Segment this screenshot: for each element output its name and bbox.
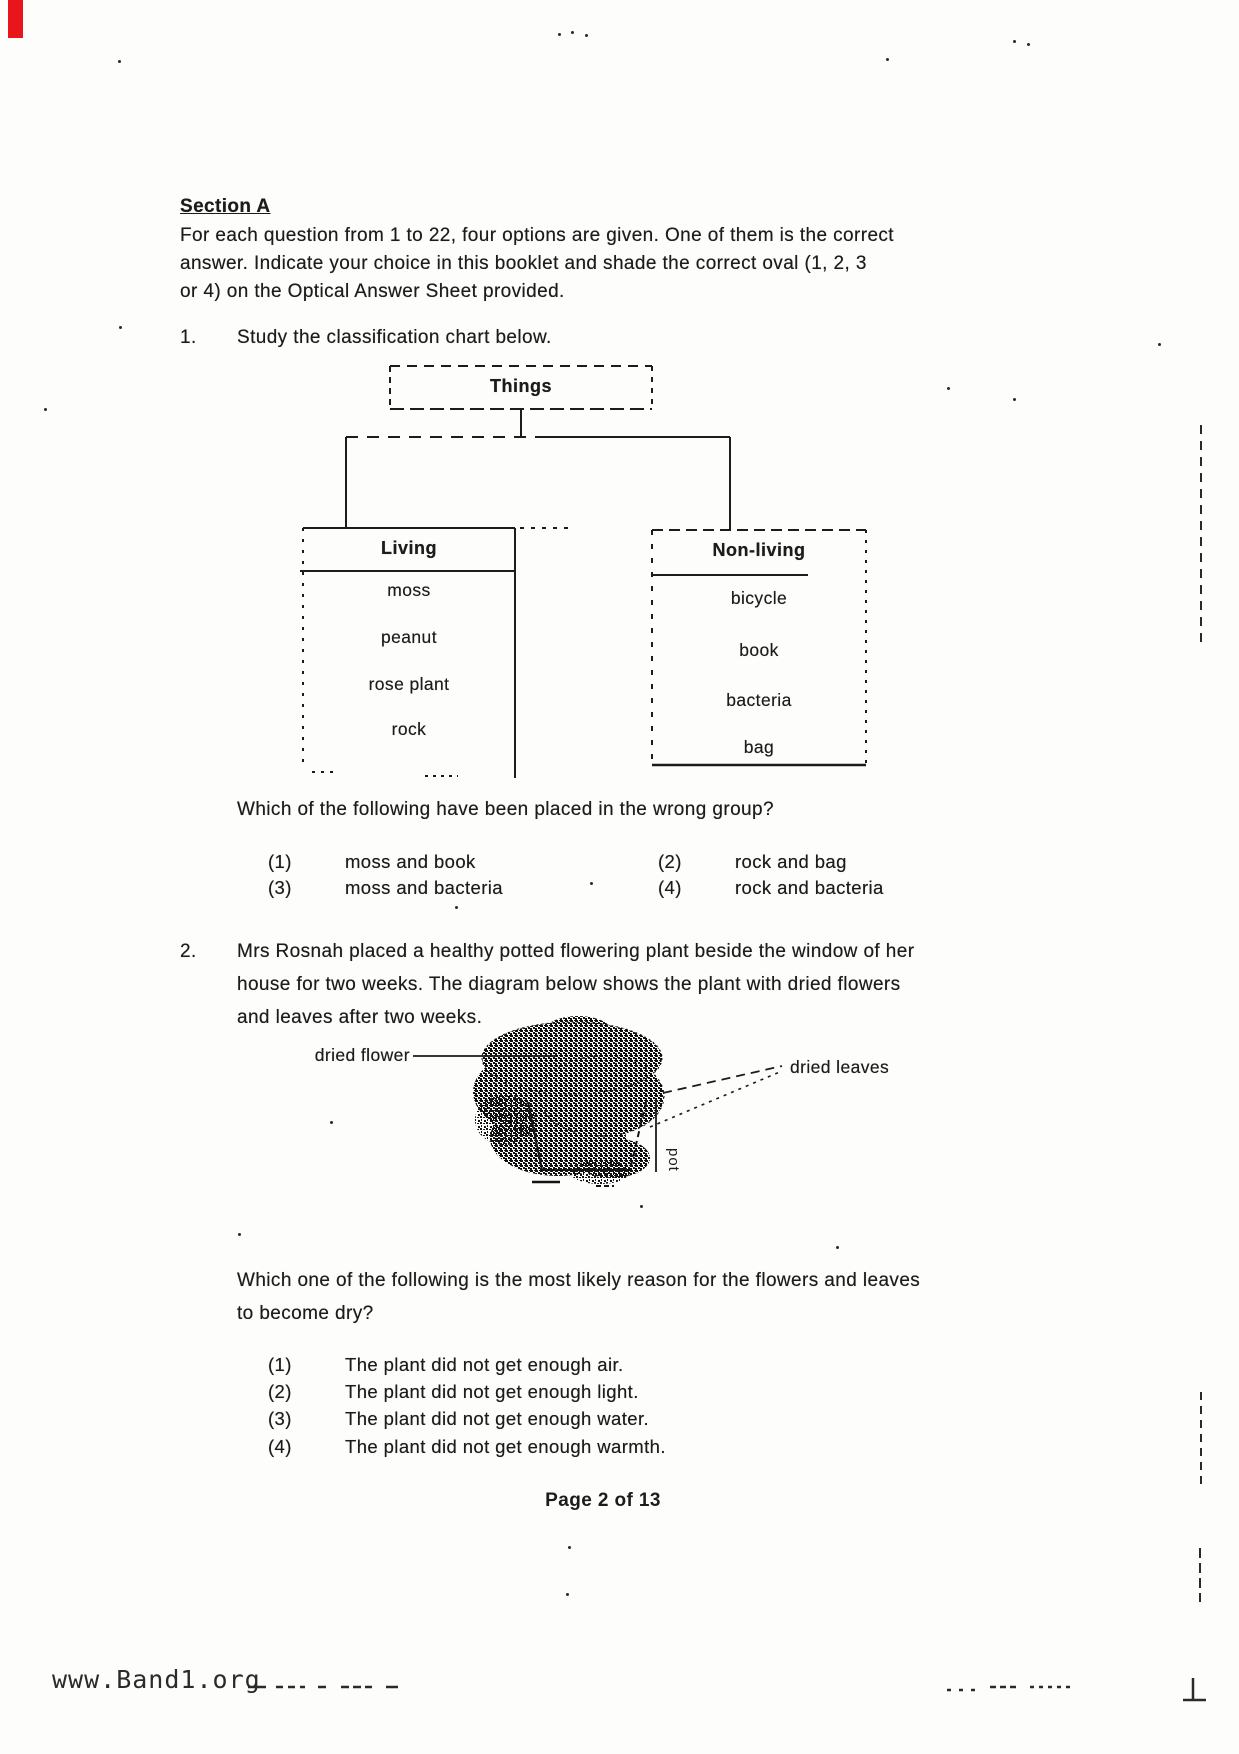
chart-living-item: rose plant bbox=[368, 674, 450, 694]
scan-noise-dot bbox=[1013, 398, 1016, 401]
q2-question-line-2: to become dry? bbox=[237, 1303, 374, 1324]
chart-nonliving-item: bicycle bbox=[730, 588, 788, 608]
chart-living-item: rock bbox=[391, 719, 427, 739]
q2-number: 2. bbox=[180, 941, 197, 962]
q2-option-num: (3) bbox=[268, 1408, 292, 1429]
scan-noise-dot bbox=[44, 408, 47, 411]
chart-nonliving-item: bacteria bbox=[726, 690, 792, 710]
chart-connectors bbox=[346, 409, 730, 530]
diagram-label-pot: pot bbox=[665, 1148, 682, 1172]
section-title: Section A bbox=[180, 196, 271, 217]
scan-noise-dot bbox=[640, 1205, 643, 1208]
q1-prompt: Study the classification chart below. bbox=[237, 327, 552, 348]
q1-option-num: (2) bbox=[658, 851, 682, 872]
page-number-label: Page 2 of 13 bbox=[545, 1490, 661, 1511]
q2-option-text: The plant did not get enough water. bbox=[345, 1408, 650, 1429]
q1-option-text: moss and book bbox=[345, 851, 476, 872]
q1-question: Which of the following have been placed in the wrong group? bbox=[237, 799, 774, 820]
diagram-pointer-lines bbox=[413, 1056, 782, 1172]
q1-option-text: rock and bag bbox=[735, 851, 847, 872]
q1-option-num: (3) bbox=[268, 877, 292, 898]
chart-nonliving-title: Non-living bbox=[712, 540, 806, 560]
q1-option-num: (1) bbox=[268, 851, 292, 872]
q1-option-text: rock and bacteria bbox=[735, 877, 884, 898]
q2-option-num: (1) bbox=[268, 1354, 292, 1375]
q2-option-num: (4) bbox=[268, 1436, 292, 1457]
diagram-label-dried-leaves: dried leaves bbox=[790, 1057, 890, 1077]
scan-noise-dot bbox=[568, 1546, 571, 1549]
scan-noise-dot bbox=[1027, 43, 1030, 46]
q2-prompt-line-1: Mrs Rosnah placed a healthy potted flowering plant beside the window of her bbox=[237, 941, 915, 962]
chart-living-box bbox=[300, 528, 568, 778]
instructions-line-1: For each question from 1 to 22, four options are given. One of them is the correct bbox=[180, 225, 894, 246]
q2-option-text: The plant did not get enough warmth. bbox=[345, 1436, 666, 1457]
q2-prompt-line-2: house for two weeks. The diagram below shows the plant with dried flowers bbox=[237, 974, 901, 995]
scan-noise-dot bbox=[571, 31, 574, 34]
instructions-line-3: or 4) on the Optical Answer Sheet provided. bbox=[180, 281, 565, 302]
scan-noise-dot bbox=[585, 34, 588, 37]
chart-living-item: moss bbox=[387, 580, 431, 600]
q2-option-text: The plant did not get enough air. bbox=[345, 1354, 624, 1375]
scan-noise-dot bbox=[330, 1121, 333, 1124]
scan-noise-dot bbox=[455, 906, 458, 909]
scan-noise-dot bbox=[836, 1246, 839, 1249]
scan-noise-dot bbox=[119, 326, 122, 329]
chart-living-item: peanut bbox=[381, 627, 437, 647]
scan-noise-dot bbox=[566, 1593, 569, 1596]
instructions-line-2: answer. Indicate your choice in this booklet and shade the correct oval (1, 2, 3 bbox=[180, 253, 867, 274]
q2-prompt-line-3: and leaves after two weeks. bbox=[237, 1007, 483, 1028]
scan-noise-dot bbox=[238, 1233, 241, 1236]
scan-noise-dot bbox=[590, 882, 593, 885]
footer-website: www.Band1.org bbox=[52, 1665, 261, 1694]
plant-illustration bbox=[473, 1016, 664, 1186]
scan-noise-dot bbox=[558, 33, 561, 36]
scan-noise-dot bbox=[1158, 343, 1161, 346]
scan-noise-dot bbox=[886, 58, 889, 61]
chart-root-label: Things bbox=[490, 376, 552, 396]
chart-living-title: Living bbox=[381, 538, 437, 558]
scan-noise-dot bbox=[947, 387, 950, 390]
q2-option-text: The plant did not get enough light. bbox=[345, 1381, 639, 1402]
scan-noise-dot bbox=[1013, 40, 1016, 43]
chart-nonliving-item: book bbox=[739, 640, 779, 660]
scan-red-mark bbox=[8, 0, 23, 38]
q1-option-text: moss and bacteria bbox=[345, 877, 503, 898]
q1-option-num: (4) bbox=[658, 877, 682, 898]
q1-number: 1. bbox=[180, 327, 197, 348]
scan-noise-dot bbox=[118, 60, 121, 63]
diagram-label-dried-flower: dried flower bbox=[314, 1045, 410, 1065]
chart-nonliving-item: bag bbox=[743, 737, 775, 757]
q2-question-line-1: Which one of the following is the most likely reason for the flowers and leaves bbox=[237, 1270, 921, 1291]
q2-option-num: (2) bbox=[268, 1381, 292, 1402]
